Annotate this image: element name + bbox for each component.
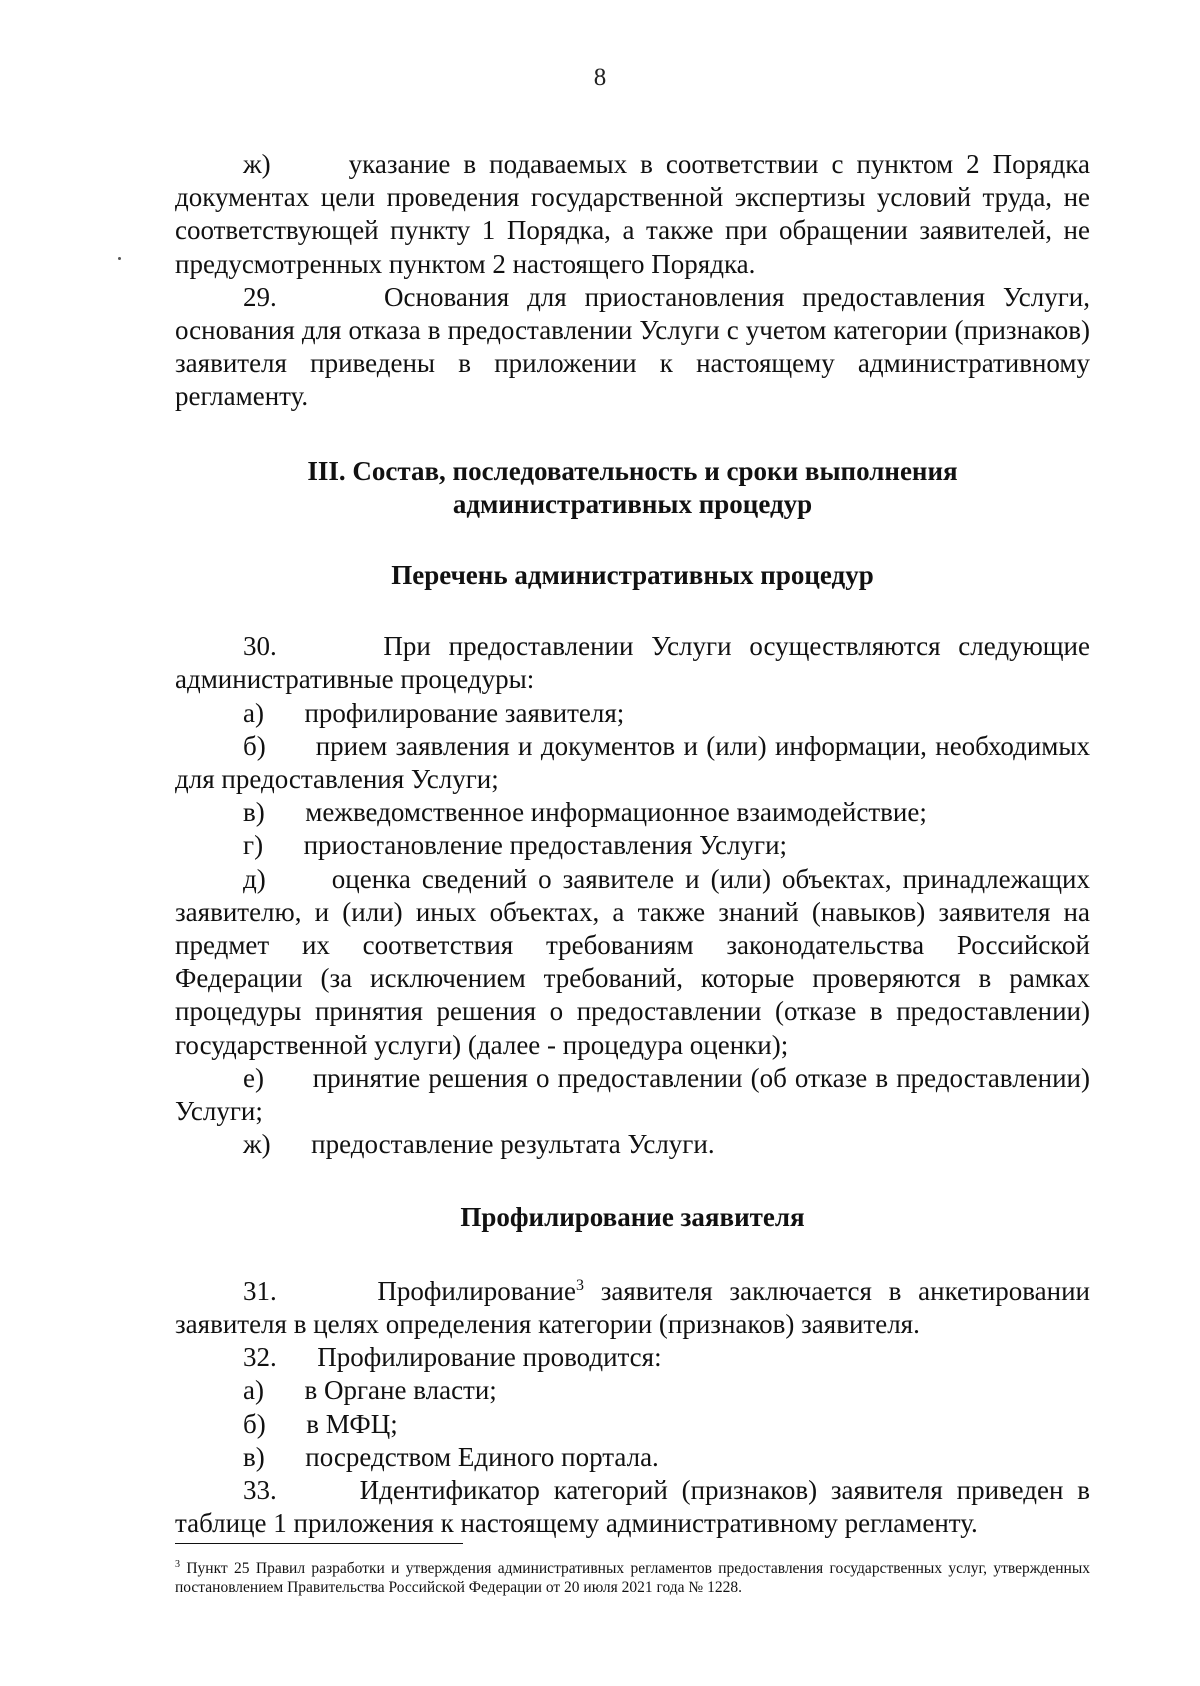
paragraph-item-zh: ж) указание в подаваемых в соответствии с пунктом 2 Порядка документах цели проведения государственной экспертизы условий труда, не соответствующей пункту 1 Порядка, а также при обращении заявителей, не предусмотренных пунктом 2 настоящего Порядка.: [175, 149, 1090, 279]
paragraph-30: 30. При предоставлении Услуги осуществляются следующие административные процедуры:: [175, 631, 1090, 695]
footnote-text: Пункт 25 Правил разработки и утверждения административных регламентов предоставления государственных услуг, утвержденных постановлением Правительства Российской Федерации от 20 июля 2021 года № 1228.: [175, 1560, 1090, 1596]
list-item-32v: в) посредством Единого портала.: [243, 1441, 659, 1472]
document-body: [175, 148, 1090, 1540]
list-item-30b: б) прием заявления и документов и (или) информации, необходимых для предоставления Услуги;: [175, 730, 1090, 795]
list-item-30e: е) принятие решения о предоставлении (об отказе в предоставлении) Услуги;: [175, 1062, 1090, 1127]
paragraph-33: 33. Идентификатор категорий (признаков) заявителя приведен в таблице 1 приложения к настоящему административному регламенту.: [175, 1474, 1090, 1539]
paragraph-29: 29. Основания для приостановления предоставления Услуги, основания для отказа в предоставлении Услуги с учетом категории (признаков) заявителя приведены в приложении к настоящему административному регламенту.: [175, 281, 1090, 412]
footnote-reference: 3: [575, 1276, 584, 1294]
footnote-marker: 3: [175, 1559, 180, 1570]
footnote-divider: [175, 1543, 463, 1544]
paragraph-31: [175, 1275, 1090, 1341]
paragraph-31-end: заявителя заключается в анкетировании заявителя в целях определения категории (признаков) заявителя.: [175, 1275, 1090, 1339]
subheading-profiling: Профилирование заявителя: [460, 1202, 805, 1233]
section-title-line1: III. Состав, последовательность и сроки выполнения: [307, 455, 958, 486]
list-item-32a: а) в Органе власти;: [243, 1375, 497, 1406]
paragraph-31-start: 31. Профилирование: [243, 1275, 576, 1306]
list-item-30g: г) приостановление предоставления Услуги;: [243, 830, 788, 861]
list-item-30zh: ж) предоставление результата Услуги.: [243, 1129, 715, 1160]
list-item-30v: в) межведомственное информационное взаимодействие;: [243, 797, 927, 828]
list-item-30d: д) оценка сведений о заявителе и (или) объектах, принадлежащих заявителю, и (или) иных объектах, а также знаний (навыков) заявителя на предмет их соответствия требованиям законодательства Российской Федерации (за исключением требований, которые проверяются в рамках процедуры принятия решения о предоставлении (отказе в предоставлении) государственной услуги) (далее - процедура оценки);: [175, 863, 1090, 1060]
list-item-30a: а) профилирование заявителя;: [243, 697, 625, 728]
paragraph-32: 32. Профилирование проводится:: [243, 1342, 662, 1373]
footnote: [175, 1559, 1090, 1597]
subheading-procedures-list: Перечень административных процедур: [391, 560, 874, 591]
section-title-line2: административных процедур: [452, 488, 813, 519]
scan-speck: [118, 257, 121, 260]
page-number: 8: [593, 64, 607, 91]
list-item-32b: б) в МФЦ;: [243, 1408, 398, 1439]
